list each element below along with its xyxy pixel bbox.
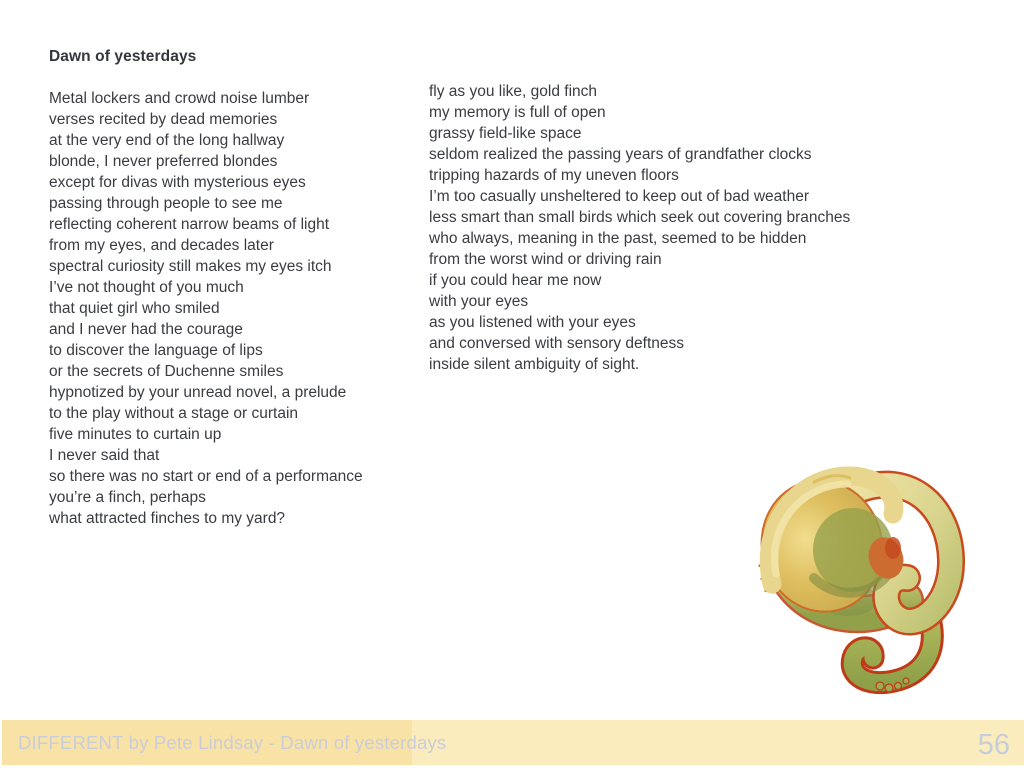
poem-line: at the very end of the long hallway	[49, 132, 285, 149]
poem-line: and conversed with sensory deftness	[429, 335, 685, 352]
poem-line: if you could hear me now	[429, 272, 602, 289]
poem-line: so there was no start or end of a performance	[49, 468, 363, 485]
poem-line: what attracted finches to my yard?	[49, 510, 286, 527]
poem-line: blonde, I never preferred blondes	[49, 153, 278, 170]
poem-line: I’m too casually unsheltered to keep out of bad weather	[429, 188, 809, 205]
poem-line: hypnotized by your unread novel, a prelude	[49, 384, 347, 401]
poem-line: to the play without a stage or curtain	[49, 405, 299, 422]
poem-line: fly as you like, gold finch	[429, 83, 598, 100]
poem-line: I’ve not thought of you much	[49, 279, 244, 296]
poem-line: tripping hazards of my uneven floors	[429, 167, 679, 184]
poem-line: verses recited by dead memories	[49, 111, 278, 128]
poem-line: you’re a finch, perhaps	[49, 489, 206, 506]
poem-line: who always, meaning in the past, seemed to be hidden	[429, 230, 807, 247]
abstract-swirl-artwork	[756, 462, 968, 698]
poem-line: spectral curiosity still makes my eyes itch	[49, 258, 332, 275]
poem-column-right	[429, 81, 850, 375]
poem-line: and I never had the courage	[49, 321, 243, 338]
footer-reference: DIFFERENT by Pete Lindsay - Dawn of yesterdays	[18, 731, 447, 753]
poem-line: my memory is full of open	[429, 104, 606, 121]
poem-line: as you listened with your eyes	[429, 314, 636, 331]
poem-line: less smart than small birds which seek out covering branches	[429, 209, 851, 226]
page-number: 56	[977, 728, 1010, 761]
poem-line: I never said that	[49, 447, 160, 464]
poem-line: Metal lockers and crowd noise lumber	[49, 90, 310, 107]
poem-column-left	[49, 88, 363, 529]
poem-line: reflecting coherent narrow beams of light	[49, 216, 330, 233]
poem-line: five minutes to curtain up	[49, 426, 222, 443]
poem-line: from the worst wind or driving rain	[429, 251, 662, 268]
footer-bar	[2, 720, 1024, 765]
poem-line: seldom realized the passing years of grandfather clocks	[429, 146, 812, 163]
poem-line: passing through people to see me	[49, 195, 283, 212]
poem-line: that quiet girl who smiled	[49, 300, 220, 317]
poem-line: or the secrets of Duchenne smiles	[49, 363, 284, 380]
poem-line: from my eyes, and decades later	[49, 237, 274, 254]
poem-line: grassy field-like space	[429, 125, 582, 142]
poem-title: Dawn of yesterdays	[49, 48, 197, 65]
poem-line: except for divas with mysterious eyes	[49, 174, 306, 191]
poem-line: inside silent ambiguity of sight.	[429, 356, 640, 373]
poem-line: with your eyes	[429, 293, 529, 310]
poem-line: to discover the language of lips	[49, 342, 263, 359]
swirl-painting-svg	[756, 462, 968, 698]
